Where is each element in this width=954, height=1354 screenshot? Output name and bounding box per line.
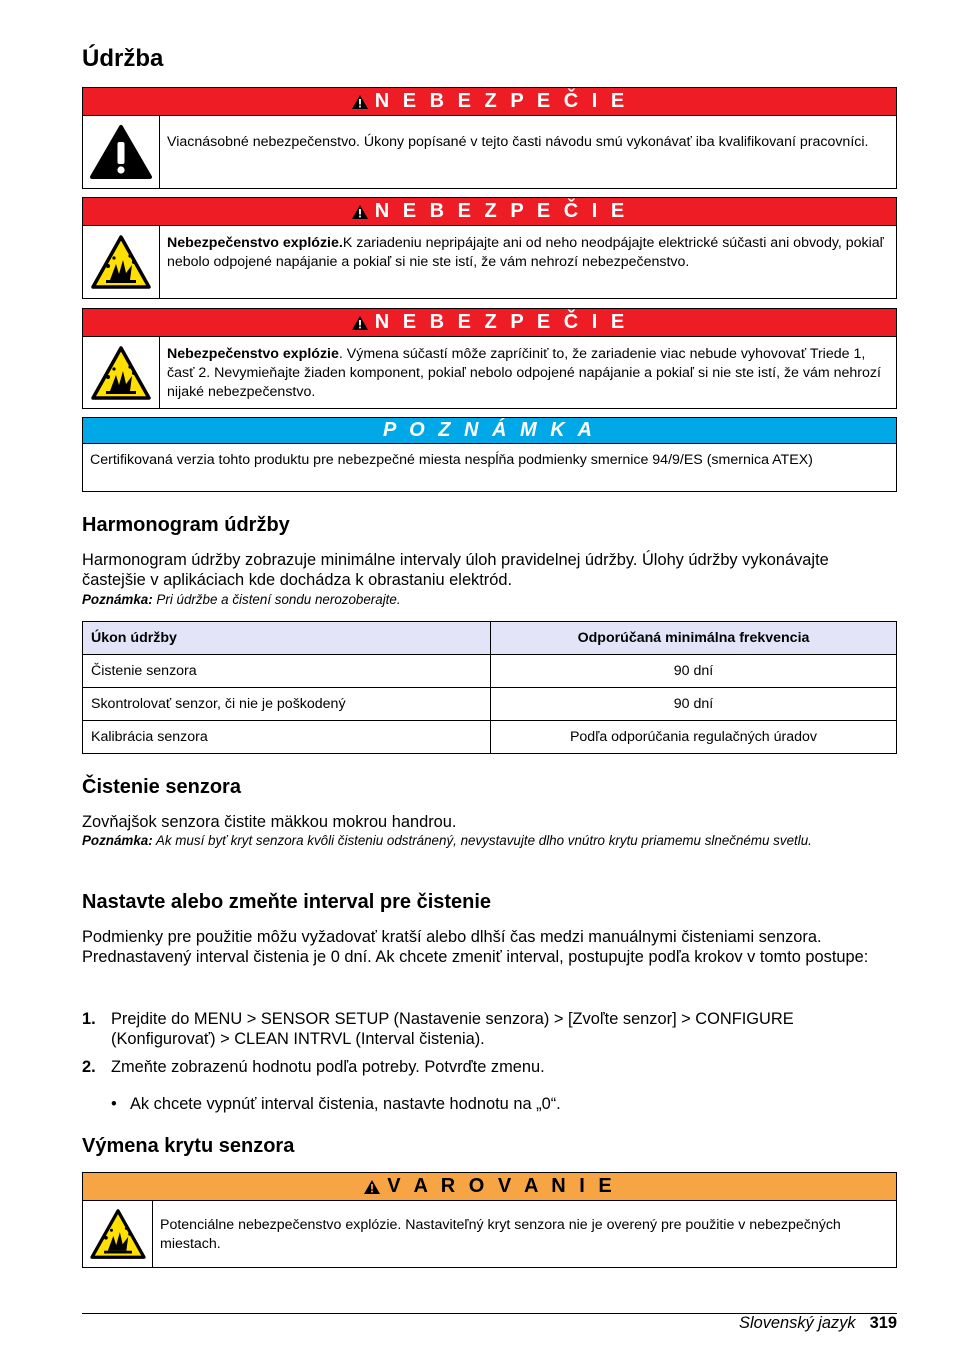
table-cell: Podľa odporúčania regulačných úradov	[491, 721, 897, 754]
cleaning-heading: Čistenie senzora	[82, 776, 241, 798]
note-text: Pri údržbe a čistení sondu nerozoberajte.	[152, 592, 401, 607]
danger-box-3	[82, 308, 897, 409]
schedule-intro: Harmonogram údržby zobrazuje minimálne intervaly úloh pravidelnej údržby. Úlohy údržby vykonávajte častejšie v aplikáciach kde dochádza k obrastaniu elektród.	[82, 551, 829, 589]
note-label: P O Z N Á M K A	[383, 419, 596, 441]
warning-triangle-icon	[351, 204, 369, 220]
table-cell: 90 dní	[491, 688, 897, 721]
bullet-dot: •	[111, 1095, 117, 1113]
danger-bold-text: Nebezpečenstvo explózie.	[167, 235, 343, 251]
column-header: Úkon údržby	[83, 622, 491, 655]
danger-header	[83, 198, 896, 226]
maintenance-table	[82, 621, 897, 754]
warning-header	[83, 1173, 896, 1201]
table-cell: Skontrolovať senzor, či nie je poškodený	[83, 688, 491, 721]
note-label: Poznámka:	[82, 833, 153, 848]
column-header: Odporúčaná minimálna frekvencia	[491, 622, 897, 655]
note-header	[83, 418, 896, 444]
interval-intro: Podmienky pre použitie môžu vyžadovať kratší alebo dlhší čas medzi manuálnymi čisteniami senzora. Prednastavený interval čistenia je 0 dní. Ak chcete zmeniť interval, postupujte podľa krokov v tomto postupe:	[82, 928, 869, 966]
danger-bold-text: Nebezpečenstvo explózie	[167, 346, 339, 362]
step-text: Zmeňte zobrazenú hodnotu podľa potreby. Potvrďte zmenu.	[111, 1058, 545, 1076]
note-text: Certifikovaná verzia tohto produktu pre nebezpečné miesta nespĺňa podmienky smernice 94/9/ES (smernica ATEX)	[90, 452, 813, 468]
danger-box-2	[82, 197, 897, 299]
danger-text: Viacnásobné nebezpečenstvo. Úkony popísané v tejto časti návodu smú vykonávať iba kvalifikovaní pracovníci.	[167, 134, 869, 150]
bullet-text: Ak chcete vypnúť interval čistenia, nastavte hodnotu na „0“.	[130, 1095, 561, 1113]
table-row	[83, 688, 897, 721]
warning-text: Potenciálne nebezpečenstvo explózie. Nastaviteľný kryt senzora nie je overený pre použitie v nebezpečných miestach.	[160, 1217, 841, 1252]
warning-triangle-icon	[351, 315, 369, 331]
table-cell: Čistenie senzora	[83, 655, 491, 688]
note-box	[82, 417, 897, 492]
interval-heading: Nastavte alebo zmeňte interval pre čistenie	[82, 891, 492, 913]
danger-box-1	[82, 87, 897, 189]
step-number: 1.	[82, 1010, 96, 1028]
cover-heading: Výmena krytu senzora	[82, 1135, 295, 1157]
table-cell: 90 dní	[491, 655, 897, 688]
danger-label: N E B E Z P E Č I E	[374, 90, 629, 112]
page-number: 319	[869, 1314, 897, 1332]
warning-triangle-icon	[363, 1179, 381, 1195]
explosion-icon	[83, 1201, 153, 1267]
footer-language: Slovenský jazyk	[739, 1314, 856, 1332]
warning-triangle-icon	[351, 94, 369, 110]
danger-label: N E B E Z P E Č I E	[374, 311, 629, 333]
note-text: Ak musí byť kryt senzora kvôli čisteniu odstránený, nevystavujte dlho vnútro krytu priamemu slnečnému svetlu.	[152, 833, 812, 848]
explosion-icon	[83, 337, 160, 408]
cleaning-text: Zovňajšok senzora čistite mäkkou mokrou handrou.	[82, 813, 457, 831]
danger-header	[83, 88, 896, 116]
general-warning-icon	[83, 116, 160, 188]
warning-box	[82, 1172, 897, 1268]
danger-header	[83, 309, 896, 337]
danger-label: N E B E Z P E Č I E	[374, 200, 629, 222]
step-number: 2.	[82, 1058, 96, 1076]
table-row	[83, 655, 897, 688]
danger-text: . Výmena súčastí môže zapríčiniť to, že zariadenie viac nebude vyhovovať Triede 1, časť 2. Nevymieňajte žiaden komponent, pokiaľ nebolo odpojené napájanie a pokiaľ si nie ste istí, že vám nehrozí nijaké nebezpečenstvo.	[167, 346, 881, 400]
schedule-note	[82, 590, 842, 609]
table-header-row	[83, 622, 897, 655]
table-row	[83, 721, 897, 754]
note-label: Poznámka:	[82, 592, 153, 607]
step-text: Prejdite do MENU > SENSOR SETUP (Nastavenie senzora) > [Zvoľte senzor] > CONFIGURE (Konfigurovať) > CLEAN INTRVL (Interval čistenia).	[111, 1010, 794, 1048]
explosion-icon	[83, 226, 160, 298]
schedule-heading: Harmonogram údržby	[82, 514, 290, 536]
page-footer	[739, 1312, 897, 1334]
page-title: Údržba	[82, 45, 164, 72]
table-cell: Kalibrácia senzora	[83, 721, 491, 754]
danger-text: K zariadeniu nepripájajte ani od neho neodpájajte elektrické súčasti ani obvody, pokiaľ nebolo odpojené napájanie a pokiaľ si nie ste istí, že vám nehrozí nebezpečenstvo.	[167, 235, 884, 270]
cleaning-note	[82, 832, 842, 850]
warning-label: V A R O V A N I E	[387, 1175, 616, 1197]
